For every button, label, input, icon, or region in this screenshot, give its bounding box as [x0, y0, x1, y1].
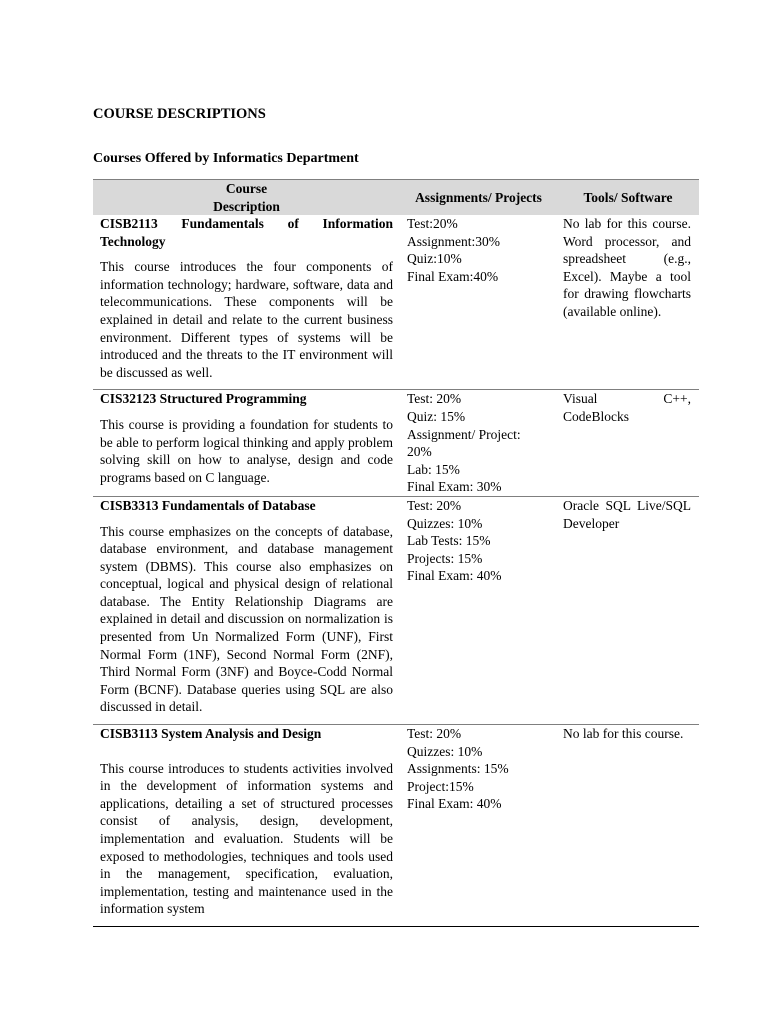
section-subtitle: Courses Offered by Informatics Department — [93, 151, 359, 166]
tools-text: No lab for this course. Word processor, and spreadsheet (e.g., Excel). Maybe a tool for drawing flowcharts (available online). — [563, 216, 691, 319]
assessment-item: Test: 20% — [407, 391, 462, 407]
course-title: CISB3313 Fundamentals of Database — [100, 497, 316, 513]
tools-cell — [557, 725, 699, 927]
assessment-item: 20% — [407, 444, 432, 460]
assessment-item: Final Exam: 30% — [407, 479, 502, 495]
courses-table — [93, 179, 699, 927]
tools-text: No lab for this course. — [563, 726, 684, 742]
page-title: COURSE DESCRIPTIONS — [93, 106, 266, 122]
course-description: This course introduces the four components of information technology; hardware, software, data and telecommunications. These components will be explained in detail and relate to the current business environment. Different types of systems will be introduced and the threats to the IT environment will be discussed as well. — [100, 259, 393, 380]
tools-cell — [557, 496, 699, 724]
assessment-item: Assignments: 15% — [407, 761, 509, 777]
assessment-item: Final Exam: 40% — [407, 796, 502, 812]
table-row — [93, 390, 699, 497]
assessment-item: Assignment:30% — [407, 233, 500, 249]
course-description-cell — [93, 215, 400, 390]
assessment-cell — [400, 215, 557, 390]
assessment-item: Lab Tests: 15% — [407, 533, 491, 549]
course-title: CISB3113 System Analysis and Design — [100, 726, 322, 742]
assessment-item: Test: 20% — [407, 497, 462, 513]
course-title: CISB2113 Fundamentals of Information Technology — [100, 216, 393, 249]
table-row — [93, 215, 699, 390]
assessment-cell — [400, 725, 557, 927]
assessment-item: Quiz:10% — [407, 251, 462, 267]
assessment-cell — [400, 496, 557, 724]
course-description-cell — [93, 725, 400, 927]
assessment-item: Test: 20% — [407, 726, 462, 742]
assessment-item: Final Exam:40% — [407, 268, 499, 284]
assessment-item: Final Exam: 40% — [407, 568, 502, 584]
course-description: This course introduces to students activities involved in the development of information systems and applications, detailing a set of structured processes consist of analysis, design, development, implementation and evaluation. Students will be exposed to methodologies, techniques and tools used in the management, specification, evaluation, implementation, testing and maintenance used in the information system — [100, 760, 393, 917]
header-assessment: Assignments/ Projects — [400, 180, 557, 216]
course-description-cell — [93, 390, 400, 497]
header-tools: Tools/ Software — [557, 180, 699, 216]
assessment-item: Projects: 15% — [407, 550, 483, 566]
header-course-description: Course Description — [93, 180, 400, 216]
assessment-item: Project:15% — [407, 778, 474, 794]
tools-cell — [557, 215, 699, 390]
assessment-item: Assignment/ Project: — [407, 426, 521, 442]
course-description-cell — [93, 496, 400, 724]
course-description: This course is providing a foundation for students to be able to perform logical thinking and apply problem solving skill on how to analyse, design and code programs based on C language. — [100, 416, 393, 485]
assessment-item: Test:20% — [407, 216, 458, 231]
course-title: CIS32123 Structured Programming — [100, 391, 307, 407]
tools-text: Visual C++, CodeBlocks — [563, 391, 691, 424]
assessment-item: Quiz: 15% — [407, 408, 466, 424]
assessment-item: Lab: 15% — [407, 461, 460, 477]
course-description: This course emphasizes on the concepts of database, database environment, and database management system (DBMS). This course also emphasizes on conceptual, logical and physical design of relational database. The Entity Relationship Diagrams are explained in detail and discussion on normalization is presented from Un Normalized Form (UNF), First Normal Form (1NF), Second Normal Form (2NF), Third Normal Form (3NF) and Boyce-Codd Normal Form (BCNF). Database queries using SQL are also discussed in detail. — [100, 523, 393, 715]
table-row — [93, 725, 699, 927]
tools-text: Oracle SQL Live/SQL Developer — [563, 497, 691, 531]
table-row — [93, 496, 699, 724]
assessment-cell — [400, 390, 557, 497]
tools-cell — [557, 390, 699, 497]
table-header-row — [93, 180, 699, 216]
assessment-item: Quizzes: 10% — [407, 743, 483, 759]
assessment-item: Quizzes: 10% — [407, 515, 483, 531]
